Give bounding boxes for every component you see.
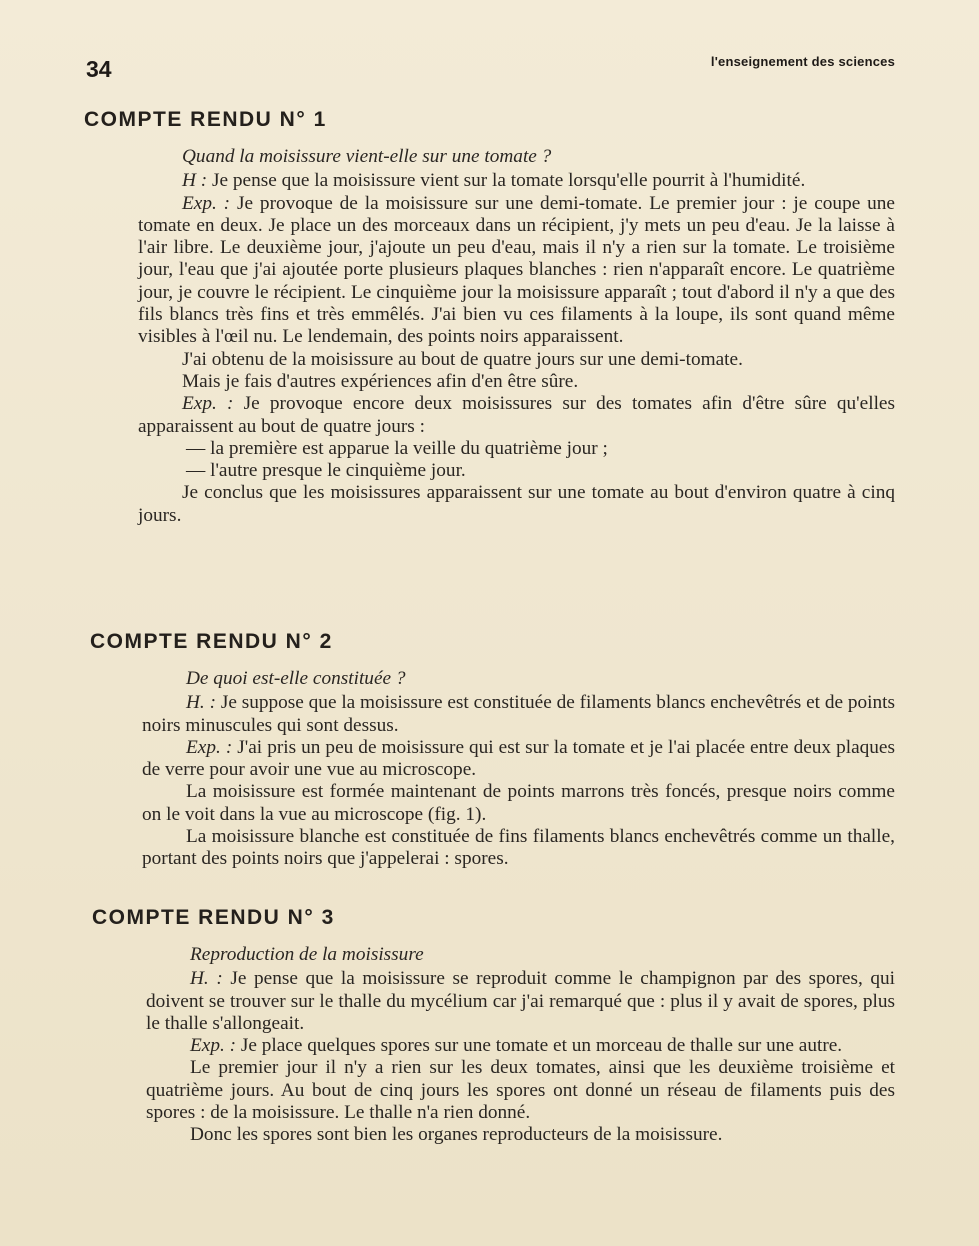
running-head: l'enseignement des sciences [710,54,895,69]
report-2-observation: La moisissure est formée maintenant de points marrons très foncés, presque noirs comme on le voit dans la vue au microscope (fig. 1). [142,781,895,825]
report-3-question: Reproduction de la moisissure [190,944,424,965]
report-1-dash-item-1: — la première est apparue la veille du quatrième jour ; [186,437,608,459]
experiment-label: Exp. : [186,736,233,758]
experiment-text: Je provoque de la moisissure sur une demi-tomate. Le premier jour : je coupe une tomate en deux. Je place un des morceaux dans un récipient, j'y mets un peu d'eau. Je la laisse à l'air libre. Le deuxième jour, j'ajoute un peu d'eau, mais il n'y a rien sur la tomate. Le troisième jour, l'eau que j'ai ajoutée porte plusieurs plaques blanches : rien n'apparaît encore. Le quatrième jour, je couvre le récipient. Le cinquième jour la moisissure apparaît ; tout d'abord il n'y a que des fils blancs très fins et très emmêlés. J'ai bien vu ces filaments à la loupe, ils sont quand même visibles à l'œil nu. Le lendemain, des points noirs apparaissent. [138,192,895,348]
report-2-experiment [142,737,895,782]
report-2-conclusion: La moisissure blanche est constituée de fins filaments blancs enchevêtrés comme un thalle, portant des points noirs que j'appelerai : spores. [142,826,895,870]
hypothesis-label: H. : [186,692,216,714]
report-1-question: Quand la moisissure vient-elle sur une tomate ? [182,146,552,167]
report-3-conclusion: Donc les spores sont bien les organes reproducteurs de la moisissure. [190,1124,723,1146]
hypothesis-text: Je pense que la moisissure se reproduit comme le champignon par des spores, qui doivent se trouver sur le thalle du mycélium car j'ai remarqué que : plus il y avait de spores, plus le thalle s'allongeait. [146,968,895,1034]
report-2 [0,630,979,871]
report-3 [0,906,979,1147]
report-1-hypothesis [138,170,895,192]
report-1-body [138,146,895,527]
hypothesis-label: H : [182,170,208,192]
report-2-hypothesis [142,692,895,737]
report-1-more-experiments: Mais je fais d'autres expériences afin d'en être sûre. [182,370,579,392]
report-3-experiment [146,1035,895,1057]
experiment-label: Exp. : [190,1035,237,1057]
report-3-title: COMPTE RENDU N° 3 [92,906,335,929]
report-1 [0,108,979,527]
report-1-experiment-1 [138,193,895,349]
report-2-question: De quoi est-elle constituée ? [186,668,406,689]
experiment-label: Exp. : [182,393,234,415]
page-number: 34 [86,56,112,82]
report-3-body [146,944,895,1147]
experiment-label: Exp. : [182,192,231,214]
experiment-text: Je provoque encore deux moisissures sur des tomates afin d'être sûre qu'elles apparaissent au bout de quatre jours : [138,393,895,437]
experiment-text: J'ai pris un peu de moisissure qui est sur la tomate et je l'ai placée entre deux plaques de verre pour avoir une vue au microscope. [142,736,895,781]
report-3-hypothesis [146,968,895,1035]
report-1-title: COMPTE RENDU N° 1 [84,108,327,131]
report-1-result: J'ai obtenu de la moisissure au bout de quatre jours sur une demi-tomate. [182,348,743,370]
hypothesis-label: H. : [190,968,223,990]
report-2-title: COMPTE RENDU N° 2 [90,630,333,653]
report-3-observation: Le premier jour il n'y a rien sur les deux tomates, ainsi que les deuxième troisième et quatrième jours. Au bout de cinq jours les spores ont donné un réseau de filaments puis des spores : de la moisissure. Le thalle n'a rien donné. [146,1057,895,1124]
report-1-experiment-2 [138,393,895,438]
report-1-dash-item-2: — l'autre presque le cinquième jour. [186,460,466,482]
report-1-conclusion: Je conclus que les moisissures apparaissent sur une tomate au bout d'environ quatre à cinq jours. [138,482,895,526]
report-2-body [142,668,895,871]
experiment-text: Je place quelques spores sur une tomate et un morceau de thalle sur une autre. [236,1035,843,1057]
hypothesis-text: Je suppose que la moisissure est constituée de filaments blancs enchevêtrés et de points noirs minuscules qui sont dessus. [142,692,895,736]
hypothesis-text: Je pense que la moisissure vient sur la tomate lorsqu'elle pourrit à l'humidité. [207,170,806,192]
